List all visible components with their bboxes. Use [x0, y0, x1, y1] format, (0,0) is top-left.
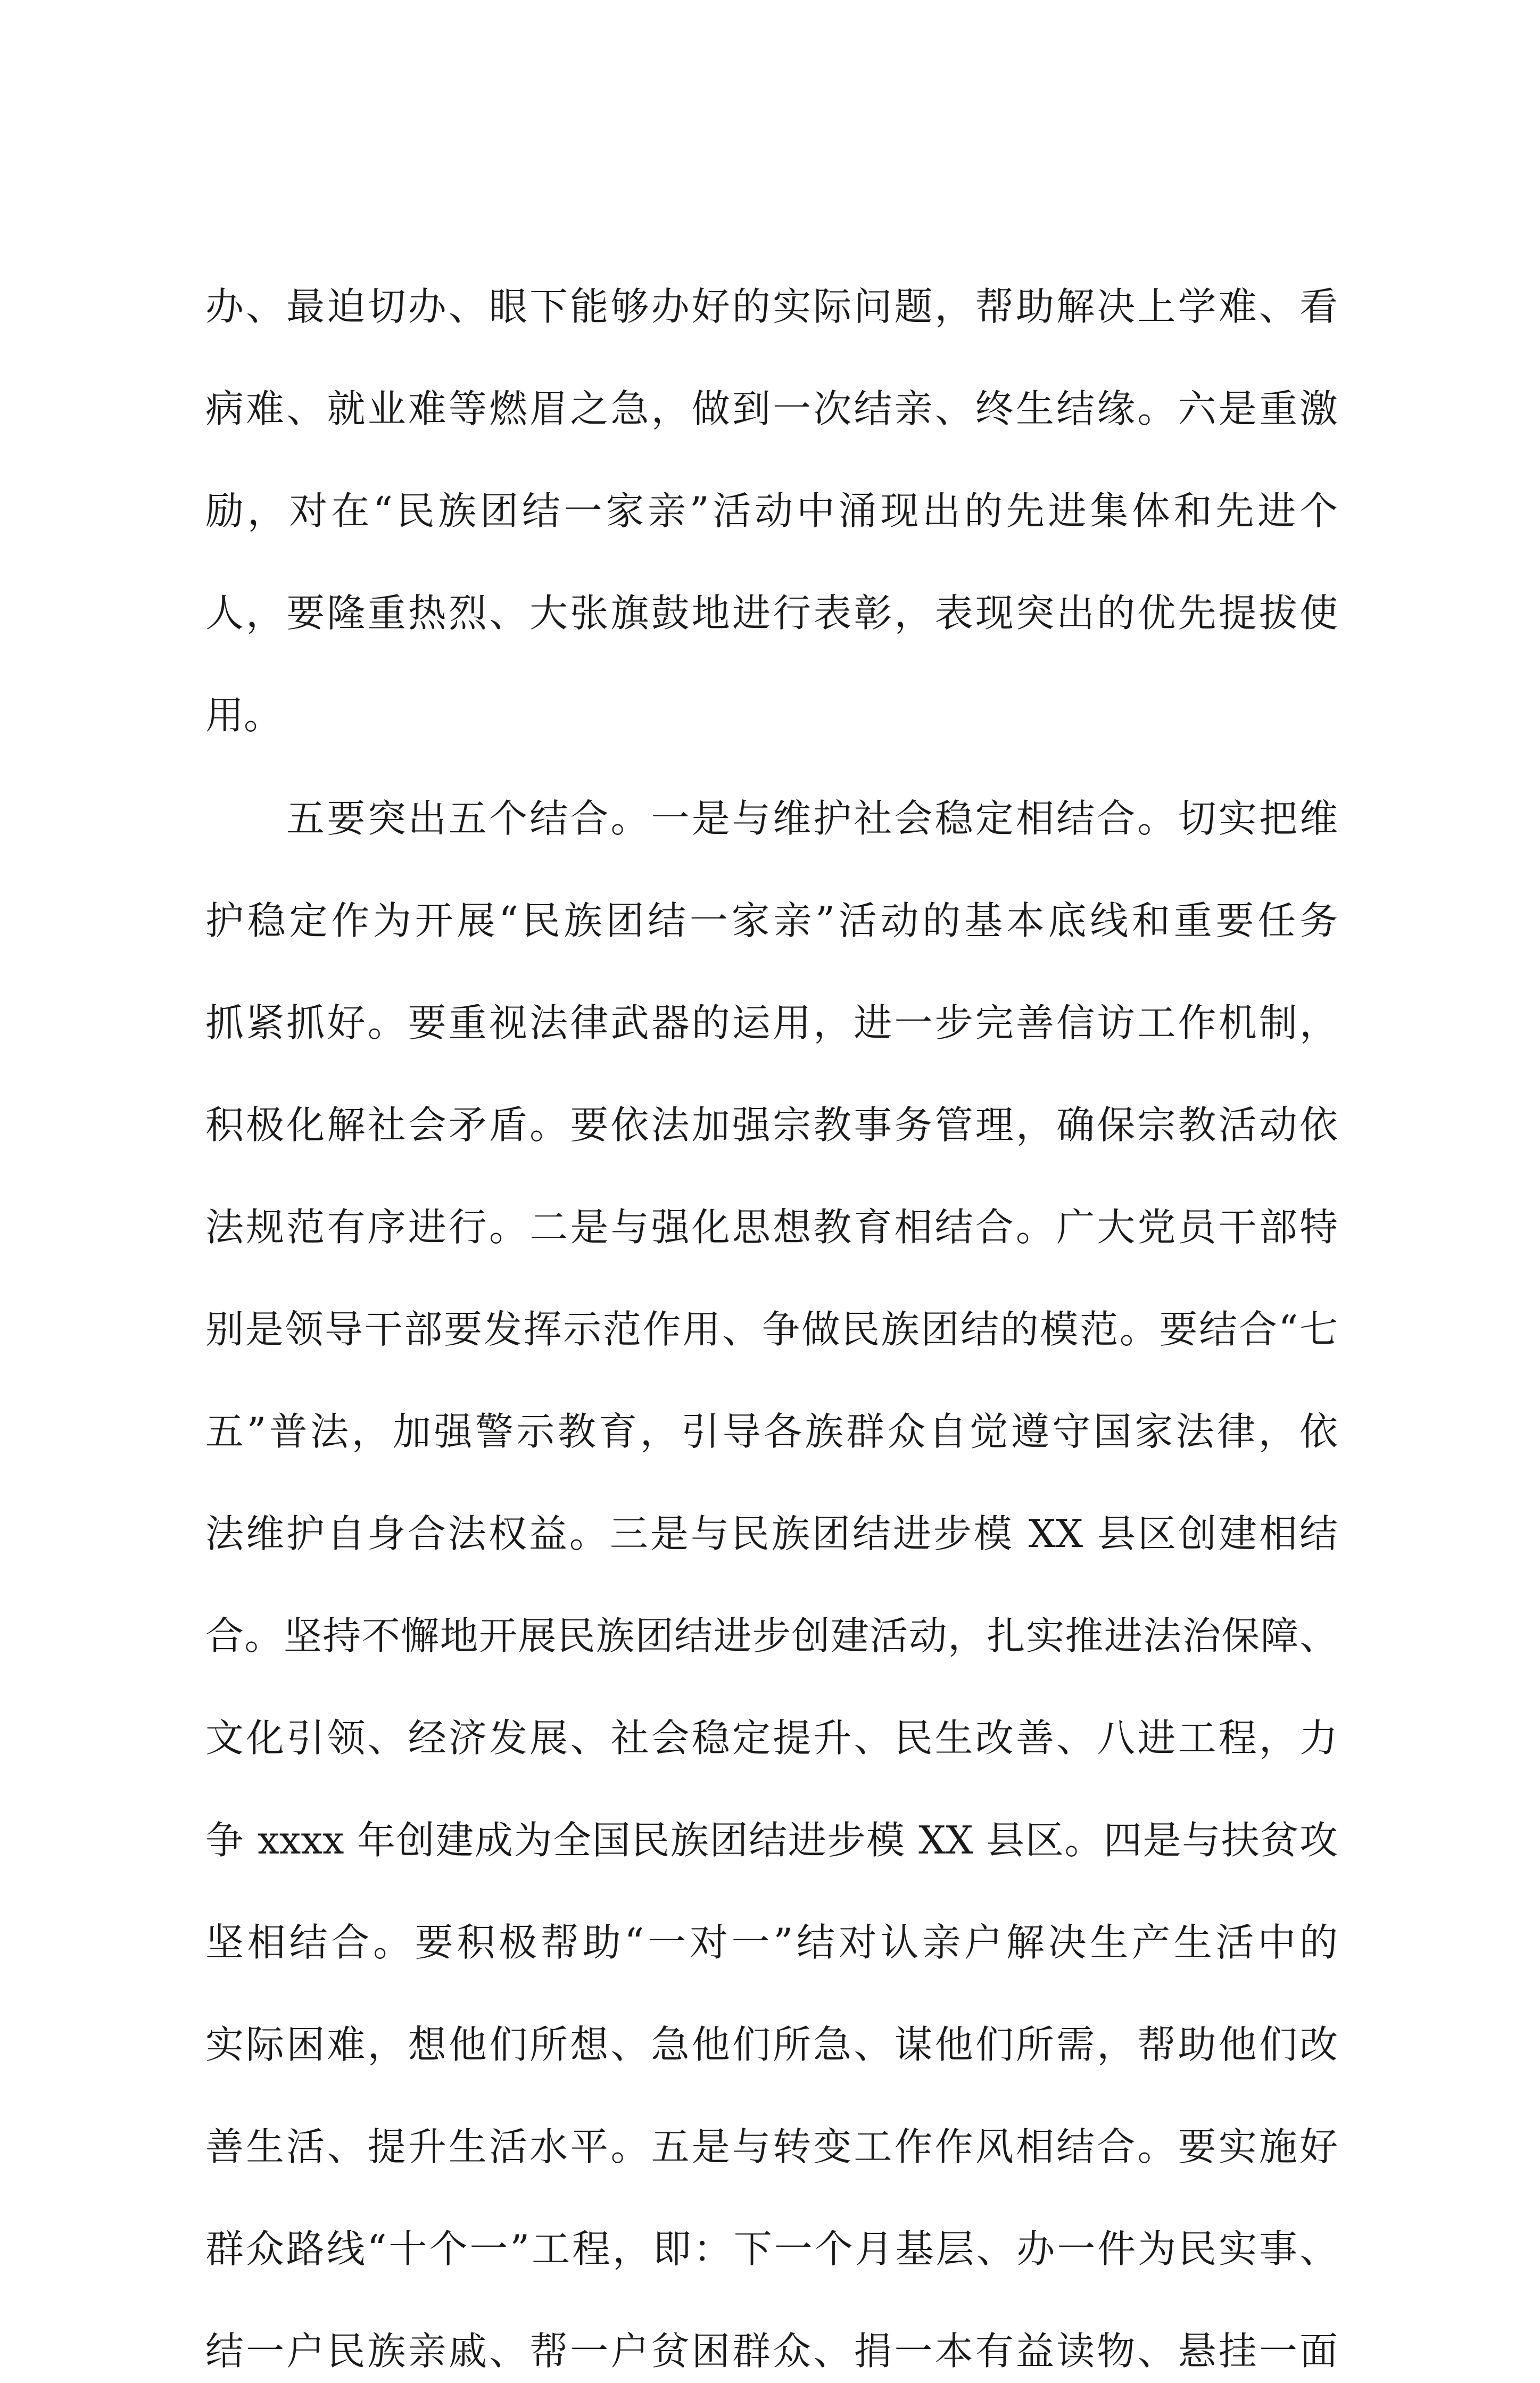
text-line: 办、最迫切办、眼下能够办好的实际问题，帮助解决上学难、看: [205, 284, 1338, 329]
text-line: 合。坚持不懈地开展民族团结进步创建活动，扎实推进法治保障、: [205, 1614, 1338, 1658]
text-line: 争 xxxx 年创建成为全国民族团结进步模 XX 县区。四是与扶贫攻: [205, 1818, 1338, 1863]
text-line: 病难、就业难等燃眉之急，做到一次结亲、终生结缘。六是重激: [205, 386, 1338, 431]
text-line: 别是领导干部要发挥示范作用、争做民族团结的模范。要结合“七: [205, 1307, 1338, 1352]
text-line: 人，要隆重热烈、大张旗鼓地进行表彰，表现突出的优先提拔使: [205, 591, 1338, 635]
text-line: 抓紧抓好。要重视法律武器的运用，进一步完善信访工作机制，: [205, 1000, 1338, 1045]
text-line: 积极化解社会矛盾。要依法加强宗教事务管理，确保宗教活动依: [205, 1103, 1338, 1147]
text-line: 文化引领、经济发展、社会稳定提升、民生改善、八进工程，力: [205, 1716, 1338, 1760]
text-line: 善生活、提升生活水平。五是与转变工作作风相结合。要实施好: [205, 2124, 1338, 2169]
text-line: 群众路线“十个一”工程，即：下一个月基层、办一件为民实事、: [205, 2227, 1338, 2271]
text-line: 法维护自身合法权益。三是与民族团结进步模 XX 县区创建相结: [205, 1511, 1338, 1556]
text-line: 护稳定作为开展“民族团结一家亲”活动的基本底线和重要任务: [205, 898, 1338, 943]
text-line: 结一户民族亲戚、帮一户贫困群众、捐一本有益读物、悬挂一面: [205, 2329, 1338, 2373]
text-line: 五”普法，加强警示教育，引导各族群众自觉遵守国家法律，依: [205, 1409, 1338, 1454]
text-line: 实际困难，想他们所想、急他们所急、谋他们所需，帮助他们改: [205, 2022, 1338, 2067]
text-line: 坚相结合。要积极帮助“一对一”结对认亲户解决生产生活中的: [205, 1920, 1338, 1965]
text-line: 励，对在“民族团结一家亲”活动中涌现出的先进集体和先进个: [205, 489, 1338, 533]
paragraph-start-line: 五要突出五个结合。一是与维护社会稳定相结合。切实把维: [205, 796, 1338, 841]
text-line: 法规范有序进行。二是与强化思想教育相结合。广大党员干部特: [205, 1205, 1338, 1250]
text-line: 用。: [205, 693, 283, 738]
